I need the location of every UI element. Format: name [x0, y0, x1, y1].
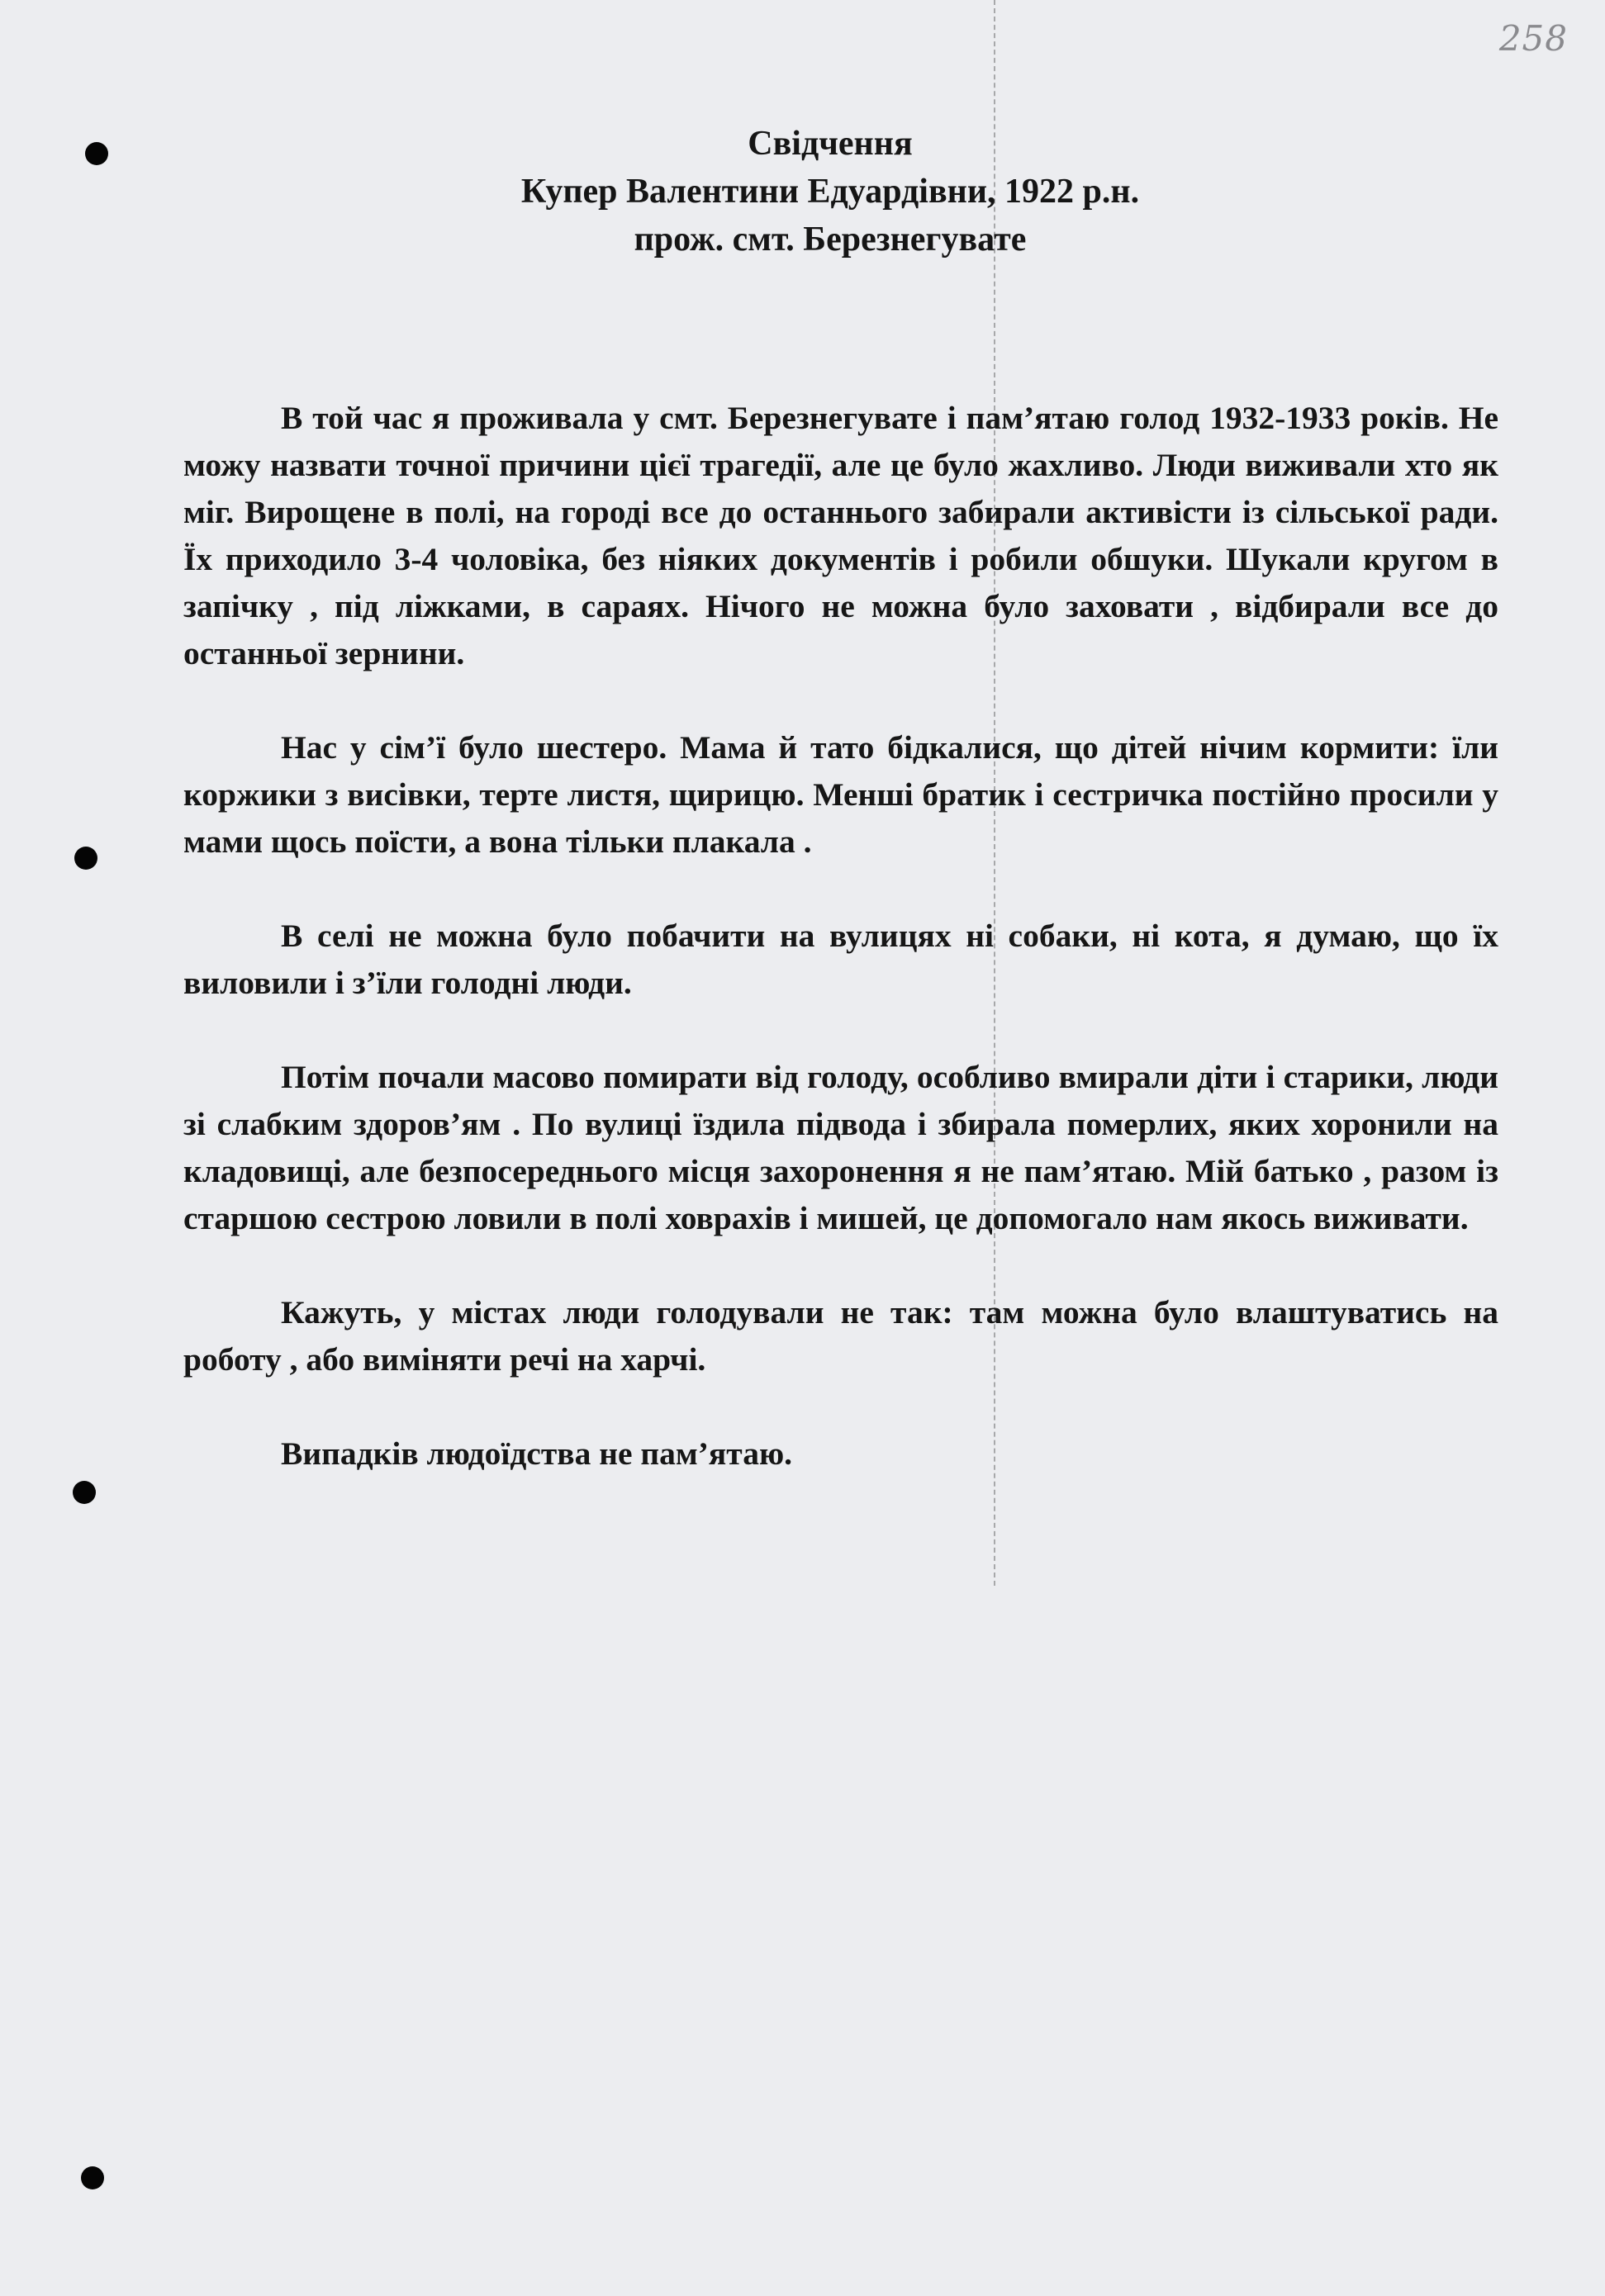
document-header	[0, 120, 1605, 263]
witness-residence: прож. смт. Березнегувате	[634, 221, 1027, 259]
punch-hole	[74, 847, 97, 870]
testimony-paragraph: Потім почали масово помирати від голоду, особливо вмирали діти і старики, люди зі слабким здоров’ям . По вулиці їздила підвода і збирала померлих, яких хоронили на кладовищі, але безпосереднього місця захоронення я не пам’ятаю. Мій батько , разом із старшою сестрою ловили в полі ховрахів і мишей, це допомогало нам якось виживати.	[183, 1059, 1498, 1236]
document-title: Свідчення	[748, 125, 913, 163]
page-number: 258	[1498, 18, 1568, 59]
testimony-body	[183, 395, 1498, 1478]
testimony-paragraph: Нас у сім’ї було шестеро. Мама й тато бідкалися, що дітей нічим кормити: їли коржики з висівки, терте листя, щирицю. Менші братик і сестричка постійно просили у мами щось поїсти, а вона тільки плакала .	[183, 729, 1498, 860]
punch-hole	[81, 2166, 104, 2189]
testimony-paragraph: Кажуть, у містах люди голодували не так: там можна було влаштуватись на роботу , або виміняти речі на харчі.	[183, 1294, 1498, 1378]
testimony-paragraph: В той час я проживала у смт. Березнегувате і пам’ятаю голод 1932-1933 років. Не можу назвати точної причини цієї трагедії, але це було жахливо. Люди виживали хто як міг. Вирощене в полі, на городі все до останнього забирали активісти із сільської ради. Їх приходило 3-4 чоловіка, без ніяких документів і робили обшуки. Шукали кругом в запічку , під ліжками, в сараях. Нічого не можна було заховати , відбирали все до останньої зернини.	[183, 400, 1498, 671]
testimony-paragraph: Випадків людоїдства не пам’ятаю.	[281, 1435, 793, 1472]
witness-name: Купер Валентини Едуардівни, 1922 р.н.	[520, 173, 1140, 211]
punch-hole	[73, 1481, 96, 1504]
testimony-paragraph: В селі не можна було побачити на вулицях ні собаки, ні кота, я думаю, що їх виловили і з’їли голодні люди.	[183, 918, 1498, 1001]
